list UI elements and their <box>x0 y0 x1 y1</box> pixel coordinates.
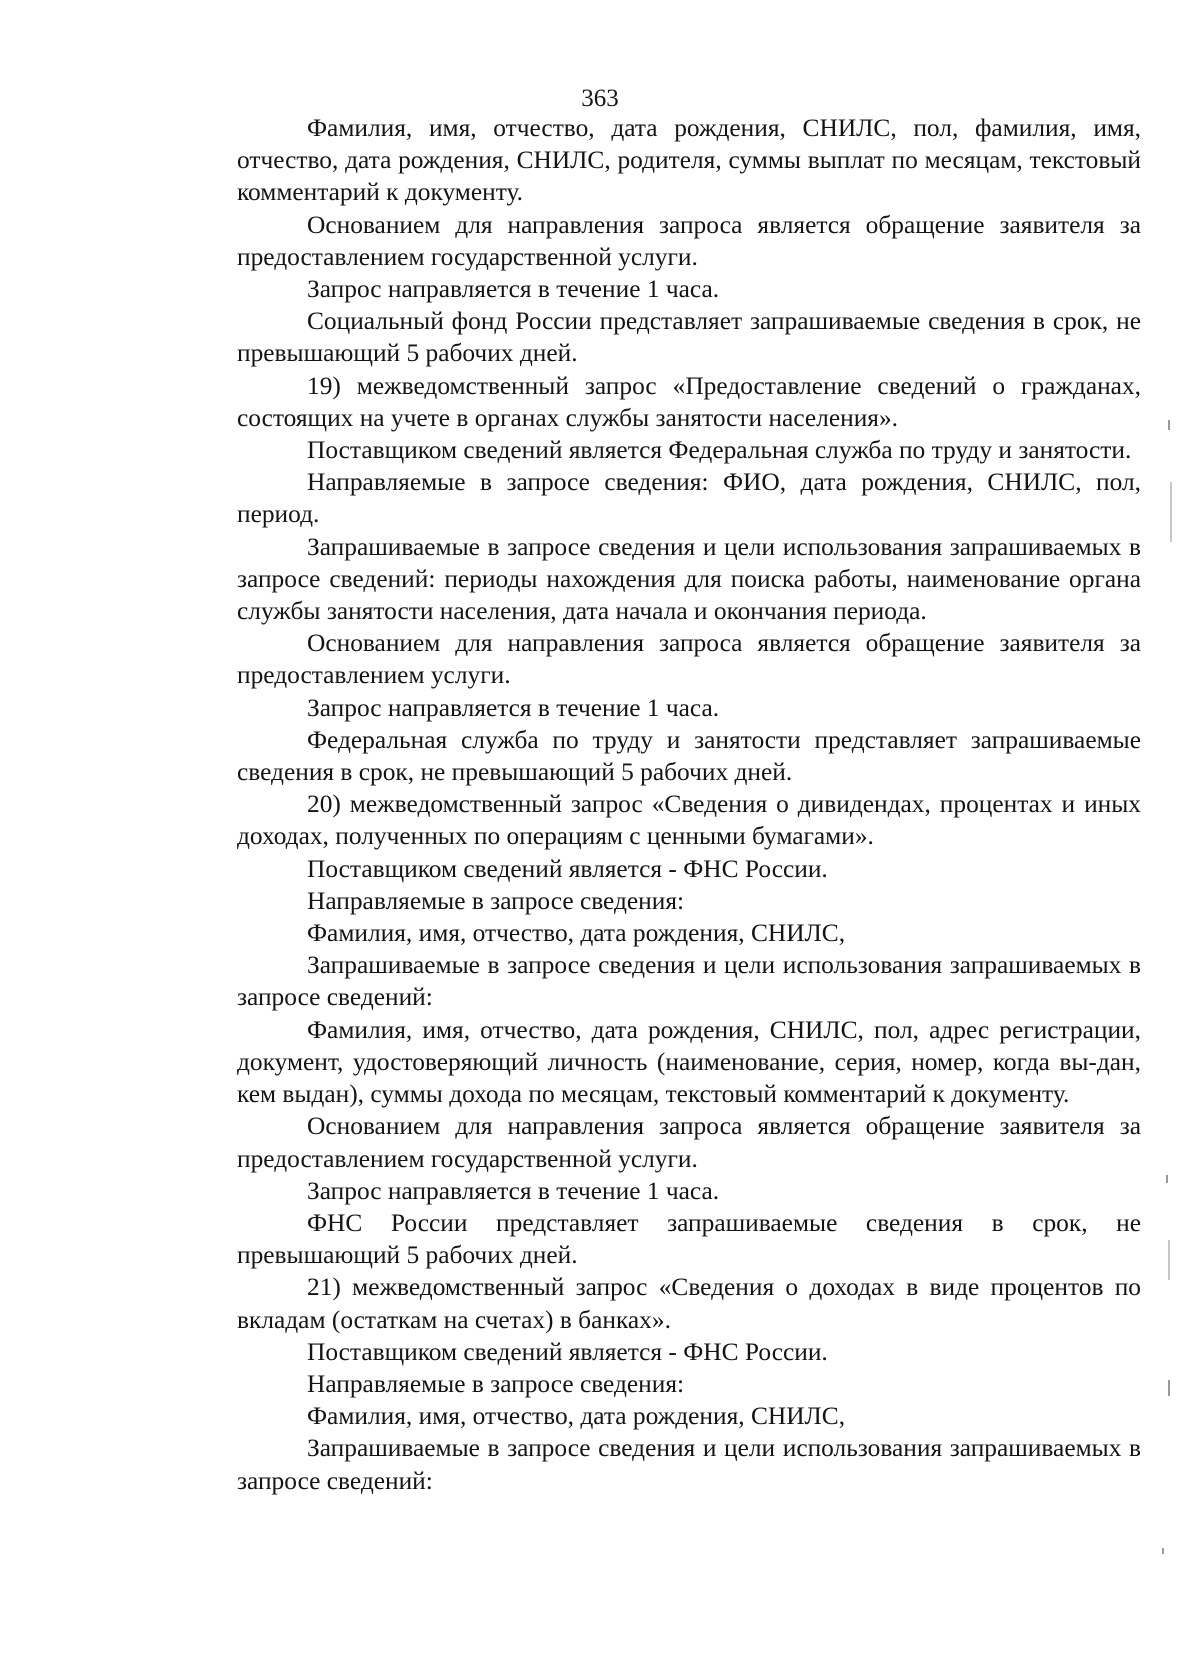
paragraph: 20) межведомственный запрос «Сведения о дивидендах, процентах и иных доходах, полученных по операциям с ценными бумагами». <box>237 790 1141 851</box>
paragraph: Поставщиком сведений является - ФНС России. <box>307 1337 828 1366</box>
scan-artifact <box>1170 482 1172 542</box>
scan-artifact <box>1168 420 1170 430</box>
paragraph: Запрос направляется в течение 1 часа. <box>307 275 720 304</box>
paragraph: Запрос направляется в течение 1 часа. <box>307 1176 720 1205</box>
paragraph: Федеральная служба по труду и занятости представляет запрашиваемые сведения в срок, не превышающий 5 рабочих дней. <box>237 725 1141 787</box>
paragraph: 21) межведомственный запрос «Сведения о доходах в виде процентов по вкладам (остаткам на счетах) в банках». <box>237 1273 1141 1334</box>
scan-artifact <box>1168 1380 1170 1396</box>
paragraph: Основанием для направления запроса является обращение заявителя за предоставлением услуги. <box>237 629 1141 690</box>
page-number-text: 363 <box>581 85 619 112</box>
paragraph: Поставщиком сведений является Федеральная служба по труду и занятости. <box>307 436 1132 465</box>
paragraph: Запрос направляется в течение 1 часа. <box>307 693 720 722</box>
paragraph: Запрашиваемые в запросе сведения и цели использования запрашиваемых в запросе сведений: периоды нахождения для поиска работы, наименование органа службы занятости населения, дата начала и окончания периода. <box>237 532 1141 626</box>
paragraph: Фамилия, имя, отчество, дата рождения, СНИЛС, пол, адрес регистрации, документ, удостоверяющий личность (наименование, серия, номер, когда вы-дан, кем выдан), суммы дохода по месяцам, текстовый комментарий к документу. <box>237 1015 1141 1109</box>
document-body <box>237 112 1141 1497</box>
scan-artifact <box>1166 1175 1168 1183</box>
paragraph: Направляемые в запросе сведения: <box>307 886 685 915</box>
paragraph: Запрашиваемые в запросе сведения и цели использования запрашиваемых в запросе сведений: <box>237 1434 1141 1495</box>
paragraph: Фамилия, имя, отчество, дата рождения, СНИЛС, <box>307 1402 846 1431</box>
paragraph: Основанием для направления запроса является обращение заявителя за предоставлением государственной услуги. <box>237 210 1141 271</box>
scan-artifact <box>1162 1548 1164 1554</box>
scan-artifact <box>1168 1240 1170 1280</box>
paragraph: Направляемые в запросе сведения: ФИО, дата рождения, СНИЛС, пол, период. <box>237 468 1141 529</box>
paragraph: Запрашиваемые в запросе сведения и цели использования запрашиваемых в запросе сведений: <box>237 951 1141 1012</box>
paragraph: Основанием для направления запроса является обращение заявителя за предоставлением государственной услуги. <box>237 1112 1141 1173</box>
paragraph: Поставщиком сведений является - ФНС России. <box>307 854 828 883</box>
page-number <box>88 84 1200 114</box>
paragraph: Направляемые в запросе сведения: <box>307 1369 685 1398</box>
paragraph: ФНС России представляет запрашиваемые сведения в срок, не превышающий 5 рабочих дней. <box>237 1208 1141 1270</box>
paragraph: Фамилия, имя, отчество, дата рождения, СНИЛС, пол, фамилия, имя, отчество, дата рождения, СНИЛС, родителя, суммы выплат по месяцам, текстовый комментарий к документу. <box>237 114 1141 207</box>
paragraph: Социальный фонд России представляет запрашиваемые сведения в срок, не превышающий 5 рабочих дней. <box>237 307 1141 368</box>
paragraph: Фамилия, имя, отчество, дата рождения, СНИЛС, <box>307 919 846 948</box>
paragraph: 19) межведомственный запрос «Предоставление сведений о гражданах, состоящих на учете в органах службы занятости населения». <box>237 371 1141 432</box>
